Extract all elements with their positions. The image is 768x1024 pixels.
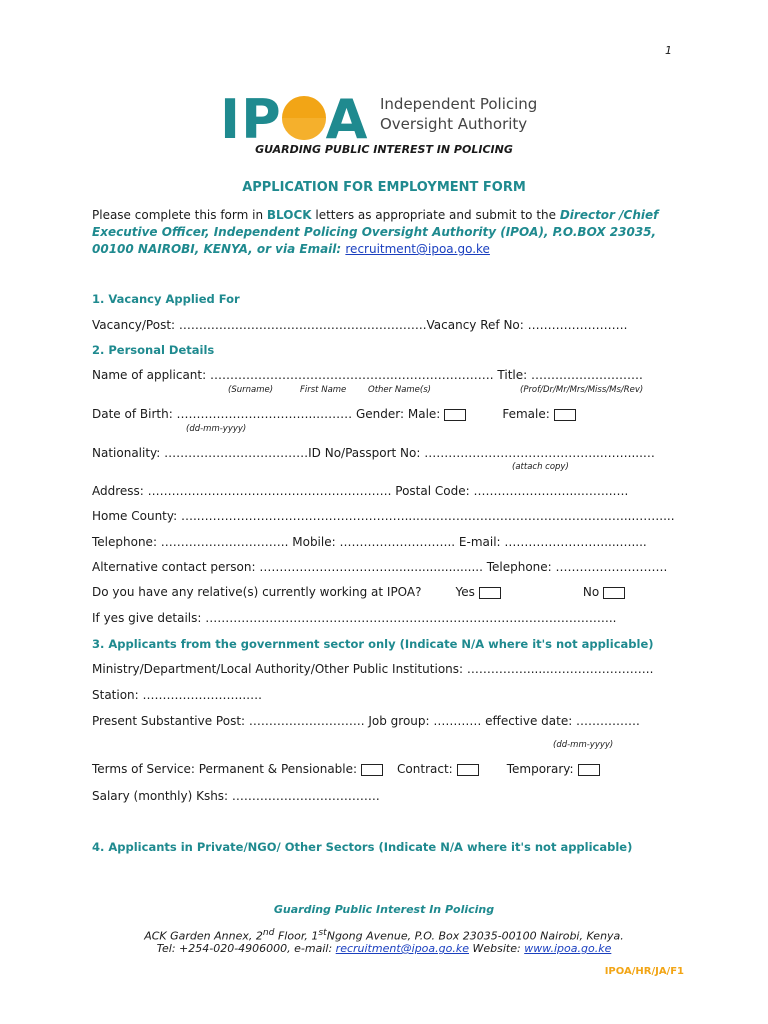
salary-field[interactable]: Salary (monthly) Kshs: ………………………………. xyxy=(92,789,380,803)
telephone-field[interactable]: Telephone: ………………………….. Mobile: ……………………….. E-mail: …………………….....….... xyxy=(92,535,647,549)
logo-sun-icon xyxy=(280,94,328,142)
name-note-first: First Name xyxy=(300,385,347,395)
relative-details-field[interactable]: If yes give details: ……………………………………………………………………..………………….. xyxy=(92,611,617,625)
name-note-other: Other Name(s) xyxy=(368,385,431,395)
name-note-title: (Prof/Dr/Mr/Mrs/Miss/Ms/Rev) xyxy=(520,385,644,395)
org-name xyxy=(380,94,537,134)
intro-part-1: Please complete this form in xyxy=(92,208,267,222)
form-title: APPLICATION FOR EMPLOYMENT FORM xyxy=(242,180,526,195)
dob-field[interactable]: Date of Birth: ……………………………..……… Gender: Male: xyxy=(92,407,441,421)
footer-tagline: Guarding Public Interest In Policing xyxy=(273,903,495,916)
relatives-row xyxy=(92,585,625,599)
footer-contacts xyxy=(0,942,768,955)
name-note-surname: (Surname) xyxy=(228,385,274,395)
nationality-field[interactable]: Nationality: ………………………………ID No/Passport No: ……………………………………...……....… xyxy=(92,446,655,460)
ipoa-logo xyxy=(220,88,368,151)
female-label: Female: xyxy=(502,407,550,421)
contract-label: Contract: xyxy=(397,762,453,776)
male-checkbox[interactable] xyxy=(444,409,466,421)
footer-addr-b: Floor, 1 xyxy=(274,929,319,943)
terms-row xyxy=(92,762,600,776)
intro-addressee: Director /Chief Executive Officer, Independent Policing Oversight Authority (IPOA), P.O.BOX 23035, 00100 NAIROBI, KENYA, or via Email: xyxy=(92,208,659,256)
ministry-field[interactable]: Ministry/Department/Local Authority/Other Public Institutions: ……………......…………………….. xyxy=(92,662,654,676)
dob-note: (dd-mm-yyyy) xyxy=(186,424,247,434)
footer-email-link[interactable]: recruitment@ipoa.go.ke xyxy=(335,942,469,955)
yes-label: Yes xyxy=(455,585,475,599)
address-field[interactable]: Address: ……………………………………………………. Postal Code: ……………………...……..…. xyxy=(92,484,629,498)
no-label: No xyxy=(582,585,600,599)
footer-addr-sup2: st xyxy=(318,927,327,938)
id-note: (attach copy) xyxy=(512,462,569,472)
footer-addr-c: Ngong Avenue, P.O. Box 23035-00100 Nairobi, Kenya. xyxy=(326,929,624,943)
org-line-2: Oversight Authority xyxy=(380,115,528,133)
station-field[interactable]: Station: ……………………..…. xyxy=(92,688,262,702)
effective-date-note: (dd-mm-yyyy) xyxy=(553,740,614,750)
org-line-1: Independent Policing xyxy=(380,95,538,113)
intro-email-link[interactable]: recruitment@ipoa.go.ke xyxy=(345,242,490,256)
alt-contact-field[interactable]: Alternative contact person: ……………………………........................ Telephone: ………………………. xyxy=(92,560,668,574)
footer-address xyxy=(0,927,768,943)
intro-part-3: letters as appropriate and submit to the xyxy=(311,208,560,222)
section-3-heading: 3. Applicants from the government sector only (Indicate N/A where it's not applicable) xyxy=(92,637,654,651)
dob-row xyxy=(92,407,576,421)
footer-addr-sup1: nd xyxy=(262,927,275,938)
relatives-question: Do you have any relative(s) currently working at IPOA? xyxy=(92,585,422,599)
page-number: 1 xyxy=(665,44,672,57)
intro-text xyxy=(92,207,692,258)
yes-checkbox[interactable] xyxy=(479,587,501,599)
footer-tel: Tel: +254-020-4906000, e-mail: xyxy=(156,942,336,955)
female-checkbox[interactable] xyxy=(554,409,576,421)
section-2-heading: 2. Personal Details xyxy=(92,343,215,357)
permanent-label: Terms of Service: Permanent & Pensionable: xyxy=(92,762,358,776)
temporary-label: Temporary: xyxy=(506,762,574,776)
temporary-checkbox[interactable] xyxy=(578,764,600,776)
tagline: GUARDING PUBLIC INTEREST IN POLICING xyxy=(255,143,513,156)
name-field[interactable]: Name of applicant: ……………………………………….……………………. Title: ………………………. xyxy=(92,368,643,382)
substantive-post-field[interactable]: Present Substantive Post: ……………………….. Job group: ………… effective date: ……………. xyxy=(92,714,640,728)
logo-letters-right: A xyxy=(325,88,369,151)
intro-block-word: BLOCK xyxy=(266,208,312,222)
vacancy-field[interactable]: Vacancy/Post: ……………………………………………………..Vacancy Ref No: ……………………. xyxy=(92,318,628,332)
section-4-heading: 4. Applicants in Private/NGO/ Other Sectors (Indicate N/A where it's not applicable) xyxy=(92,840,633,854)
footer-web-label: Website: xyxy=(469,942,525,955)
section-1-heading: 1. Vacancy Applied For xyxy=(92,292,240,306)
no-checkbox[interactable] xyxy=(603,587,625,599)
home-county-field[interactable]: Home County: …..……………………………………………....……………………………………………...…….... xyxy=(92,509,675,523)
permanent-checkbox[interactable] xyxy=(361,764,383,776)
form-code: IPOA/HR/JA/F1 xyxy=(604,966,684,977)
logo-letters-left: IP xyxy=(220,88,282,151)
footer-website-link[interactable]: www.ipoa.go.ke xyxy=(524,942,612,955)
contract-checkbox[interactable] xyxy=(457,764,479,776)
footer-addr-a: ACK Garden Annex, 2 xyxy=(144,929,263,943)
